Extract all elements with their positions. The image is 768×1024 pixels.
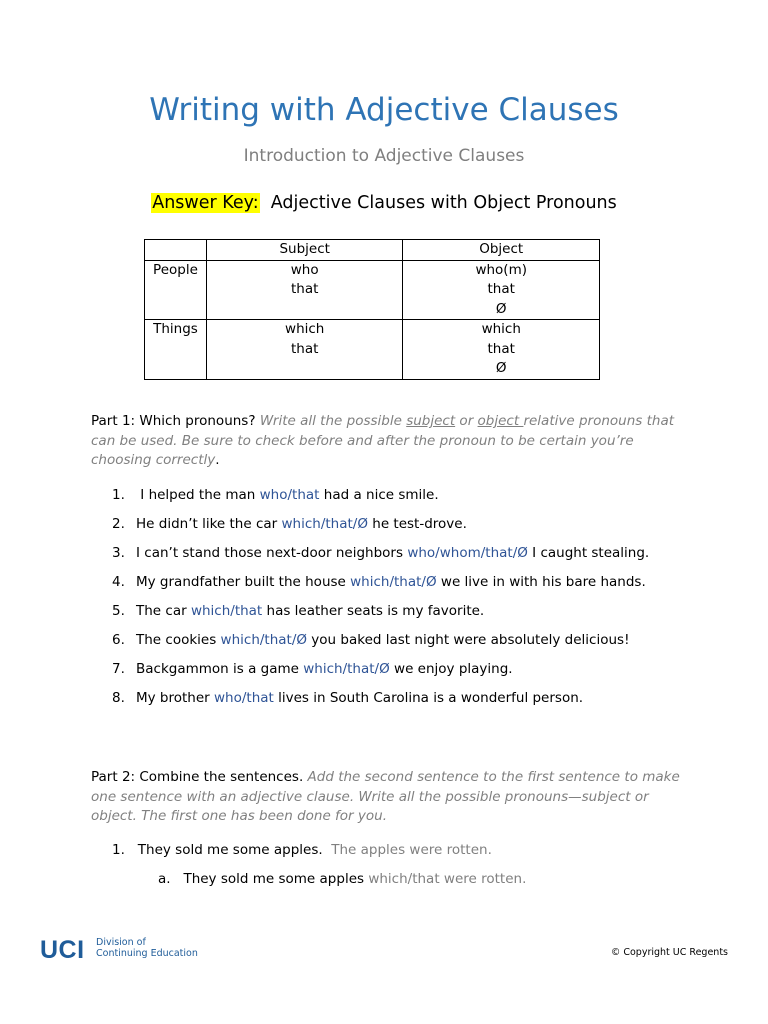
item-text: lives in South Carolina is a wonderful person. bbox=[273, 690, 584, 706]
item-answer: which/that/Ø bbox=[220, 632, 308, 648]
pronoun: which bbox=[481, 321, 521, 337]
item-text: Backgammon is a game bbox=[136, 661, 304, 677]
inst-end: . bbox=[215, 452, 220, 468]
division-line: Continuing Education bbox=[96, 948, 198, 959]
part1-instructions bbox=[91, 412, 681, 471]
item-text: I helped the man bbox=[136, 487, 260, 503]
pronoun: that bbox=[290, 281, 319, 297]
pronoun: which bbox=[285, 321, 325, 337]
pronoun: Ø bbox=[495, 300, 507, 317]
division-text bbox=[96, 937, 236, 959]
table-header-cell bbox=[145, 240, 207, 261]
table-cell bbox=[206, 320, 403, 380]
item-text: I can’t stand those next-door neighbors bbox=[136, 545, 408, 561]
part1-label: Part 1: Which pronouns? bbox=[91, 413, 256, 429]
item-text: The car bbox=[136, 603, 191, 619]
list-item bbox=[92, 544, 692, 573]
inst-subject: subject bbox=[406, 413, 456, 429]
list-item bbox=[92, 689, 692, 718]
item-answer: which/that/Ø bbox=[281, 516, 368, 532]
item-number: 7. bbox=[112, 661, 125, 677]
table-header-row bbox=[145, 240, 600, 261]
item-number: 4. bbox=[112, 574, 125, 590]
part2-label: Part 2: Combine the sentences. bbox=[91, 769, 304, 785]
sub-answer: which/that were rotten. bbox=[368, 871, 527, 887]
item-text: He didn’t like the car bbox=[136, 516, 282, 532]
pronoun: Ø bbox=[495, 360, 507, 376]
table-cell bbox=[403, 320, 600, 380]
item-answer: who/that bbox=[214, 690, 274, 706]
pronoun: that bbox=[487, 281, 515, 297]
item-text: I caught stealing. bbox=[527, 545, 650, 561]
item-text: we enjoy playing. bbox=[389, 661, 513, 677]
table-cell bbox=[206, 260, 403, 320]
item-text: They sold me some apples. bbox=[137, 842, 323, 858]
item-number: 8. bbox=[112, 690, 125, 706]
item-answer: which/that/Ø bbox=[303, 661, 390, 677]
sub-letter: a. bbox=[158, 871, 171, 887]
sub-text: They sold me some apples bbox=[183, 871, 369, 887]
list-item bbox=[92, 486, 692, 515]
part2-inst: Add the second sentence to the first sentence to make one sentence with an adjective clause. Write all the possible pronouns—subject or object. The first one has been done for you. bbox=[91, 769, 680, 824]
item-text: you baked last night were absolutely delicious! bbox=[307, 632, 630, 648]
part2-instructions bbox=[91, 768, 681, 827]
table-cell bbox=[403, 260, 600, 320]
item-number: 2. bbox=[112, 516, 125, 532]
item-number: 3. bbox=[112, 545, 125, 561]
item-number: 6. bbox=[112, 632, 125, 648]
pronoun-table bbox=[144, 239, 600, 380]
item-number: 5. bbox=[112, 603, 125, 619]
uci-logo bbox=[40, 936, 198, 965]
part2-subitem bbox=[158, 871, 526, 887]
item-text: he test-drove. bbox=[367, 516, 467, 532]
list-item bbox=[92, 573, 692, 602]
item-answer: which/that/Ø bbox=[350, 574, 437, 590]
answer-key-heading bbox=[0, 193, 768, 213]
page-subtitle: Introduction to Adjective Clauses bbox=[243, 146, 525, 166]
table-header-cell: Subject bbox=[206, 240, 403, 261]
item-text: we live in with his bare hands. bbox=[436, 574, 646, 590]
pronoun: who(m) bbox=[475, 261, 527, 278]
list-item bbox=[92, 660, 692, 689]
division-line: Division of bbox=[96, 937, 146, 948]
copyright: © Copyright UC Regents bbox=[610, 947, 728, 958]
inst-text: relative pronouns that can be used. Be sure to check before and after the pronoun to be certain you’re choosing correctly bbox=[91, 413, 675, 468]
item-text: My grandfather built the house bbox=[136, 574, 351, 590]
item-text: My brother bbox=[136, 690, 215, 706]
item-answer: who/that bbox=[259, 487, 320, 503]
table-header-cell: Object bbox=[403, 240, 600, 261]
part1-list bbox=[92, 486, 692, 718]
table-row bbox=[145, 320, 600, 380]
item-number: 1. bbox=[112, 842, 125, 858]
item-answer: who/whom/that/Ø bbox=[407, 545, 528, 561]
table-row bbox=[145, 260, 600, 320]
item-answer: which/that bbox=[190, 603, 263, 619]
page-title: Writing with Adjective Clauses bbox=[149, 92, 619, 128]
part2-item bbox=[112, 842, 492, 858]
list-item bbox=[92, 631, 692, 660]
table-row-label: People bbox=[145, 260, 207, 320]
item-number: 1. bbox=[112, 487, 125, 503]
inst-object: object bbox=[477, 413, 524, 429]
answer-key-label: Answer Key: bbox=[152, 193, 259, 213]
list-item bbox=[92, 602, 692, 631]
pronoun: that bbox=[290, 340, 319, 357]
item-second-sentence: The apples were rotten. bbox=[331, 842, 492, 858]
uci-logo-text: UCI bbox=[40, 936, 85, 964]
item-text: The cookies bbox=[136, 632, 221, 648]
pronoun: that bbox=[487, 340, 515, 357]
item-text: has leather seats is my favorite. bbox=[262, 603, 485, 619]
inst-text: or bbox=[455, 413, 478, 429]
inst-text: Write all the possible bbox=[259, 413, 407, 429]
table-row-label: Things bbox=[145, 320, 207, 380]
answer-key-title: Adjective Clauses with Object Pronouns bbox=[270, 193, 617, 213]
item-text: had a nice smile. bbox=[319, 487, 439, 503]
list-item bbox=[92, 515, 692, 544]
pronoun: who bbox=[290, 261, 319, 278]
